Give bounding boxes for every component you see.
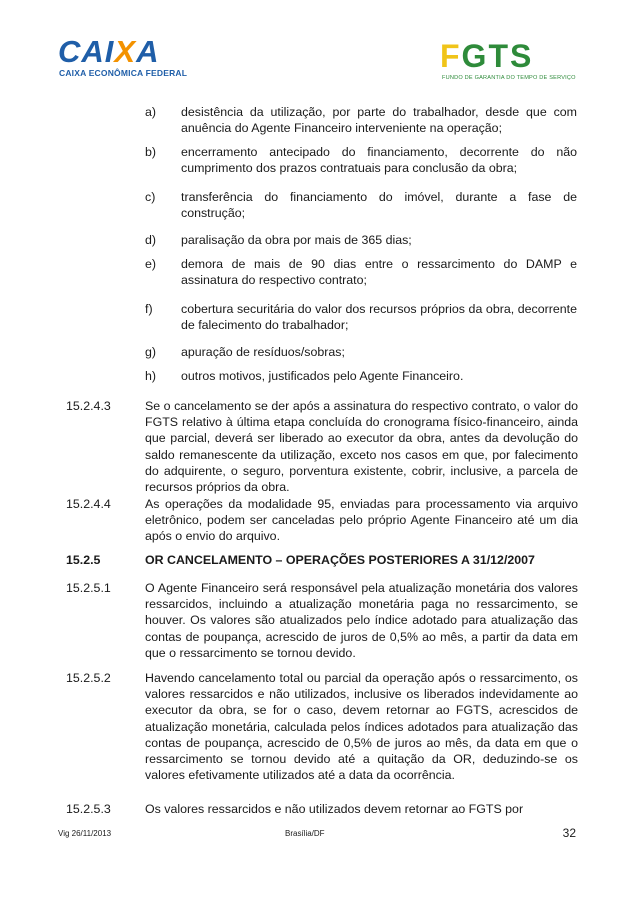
fgts-logo-wordmark: FGTS [440, 38, 534, 74]
list-item-letter: e) [145, 257, 157, 271]
section-text: Havendo cancelamento total ou parcial da operação após o ressarcimento, os valores ressarcidos e não utilizados, inclusive os liberados indevidamente ao executor da obra, se for o caso, devem retornar ao FGTS, acrescidos de atualização monetária, calculada pelos índices adotados para atualização das contas de poupança, acrescido de 0,5% de juros ao mês, da data em que o ressarcimento se tornou devido até a quitação da OR, deduzindo-se os valores efetivamente utilizados até a data da ocorrência. [145, 671, 578, 783]
section-number: 15.2.5.3 [66, 802, 111, 816]
list-item-letter: b) [145, 145, 157, 159]
caixa-logo [58, 36, 188, 80]
list-item-letter: a) [145, 105, 157, 119]
list-item-text: cobertura securitária do valor dos recursos próprios da obra, decorrente de falecimento do trabalhador; [181, 302, 577, 333]
list-item-letter: d) [145, 233, 157, 247]
section-number: 15.2.4.3 [66, 399, 111, 413]
list-item-letter: c) [145, 190, 156, 204]
footer-city: Brasília/DF [285, 829, 325, 838]
footer-date: Vig 26/11/2013 [58, 829, 112, 838]
list-item-text: transferência do financiamento do imóvel, durante a fase de construção; [181, 190, 577, 221]
list-item-text: paralisação da obra por mais de 365 dias; [181, 233, 412, 247]
section-number: 15.2.5.1 [66, 581, 111, 595]
list-item-letter: h) [145, 369, 157, 383]
list-item-letter: f) [145, 302, 153, 316]
list-item-letter: g) [145, 345, 157, 359]
list-item-text: encerramento antecipado do financiamento, decorrente do não cumprimento dos prazos contratuais para conclusão da obra; [181, 145, 577, 176]
page-footer [58, 826, 580, 844]
list-item-text: outros motivos, justificados pelo Agente Financeiro. [181, 369, 464, 383]
section-number: 15.2.4.4 [66, 497, 111, 511]
page-header [0, 0, 638, 100]
section-text: As operações da modalidade 95, enviadas para processamento via arquivo eletrônico, podem ser canceladas pelo próprio Agente Financeiro até um dia após o envio do arquivo. [145, 497, 578, 544]
section-number: 15.2.5 [66, 553, 101, 567]
section-text: Se o cancelamento se der após a assinatura do respectivo contrato, o valor do FGTS relativo à última etapa concluída do cronograma físico-financeiro, ainda que parcial, deverá ser liberado ao executor da obra, antes da devolução do saldo remanescente da utilização, exceto nos casos em que, por falecimento do adquirente, o seguro, porventura existente, cobrir, inclusive, a parcela de recursos próprios da obra. [145, 399, 578, 495]
section-number: 15.2.5.2 [66, 671, 111, 685]
caixa-logo-subtitle: CAIXA ECONÔMICA FEDERAL [59, 68, 188, 78]
fgts-logo [440, 40, 580, 85]
fgts-logo-subtitle: FUNDO DE GARANTIA DO TEMPO DE SERVIÇO [442, 75, 576, 81]
section-text: O Agente Financeiro será responsável pela atualização monetária dos valores ressarcidos, incluindo a atualização monetária paga no ressarcimento, se houver. Os valores são atualizados pelo índice adotado para atualização das contas de poupança, acrescido de juros de 0,5% ao mês, a partir da data em que o ressarcimento se tornou devido. [145, 581, 578, 660]
list-item-text: demora de mais de 90 dias entre o ressarcimento do DAMP e assinatura do respectivo contrato; [181, 257, 577, 288]
caixa-logo-wordmark: CAIXA [58, 34, 160, 69]
list-item-text: apuração de resíduos/sobras; [181, 345, 345, 359]
section-heading: OR CANCELAMENTO – OPERAÇÕES POSTERIORES A 31/12/2007 [145, 553, 535, 567]
list-item-text: desistência da utilização, por parte do trabalhador, desde que com anuência do Agente Financeiro interveniente na operação; [181, 105, 577, 136]
section-text: Os valores ressarcidos e não utilizados devem retornar ao FGTS por [145, 802, 524, 816]
page-number: 32 [562, 826, 576, 840]
